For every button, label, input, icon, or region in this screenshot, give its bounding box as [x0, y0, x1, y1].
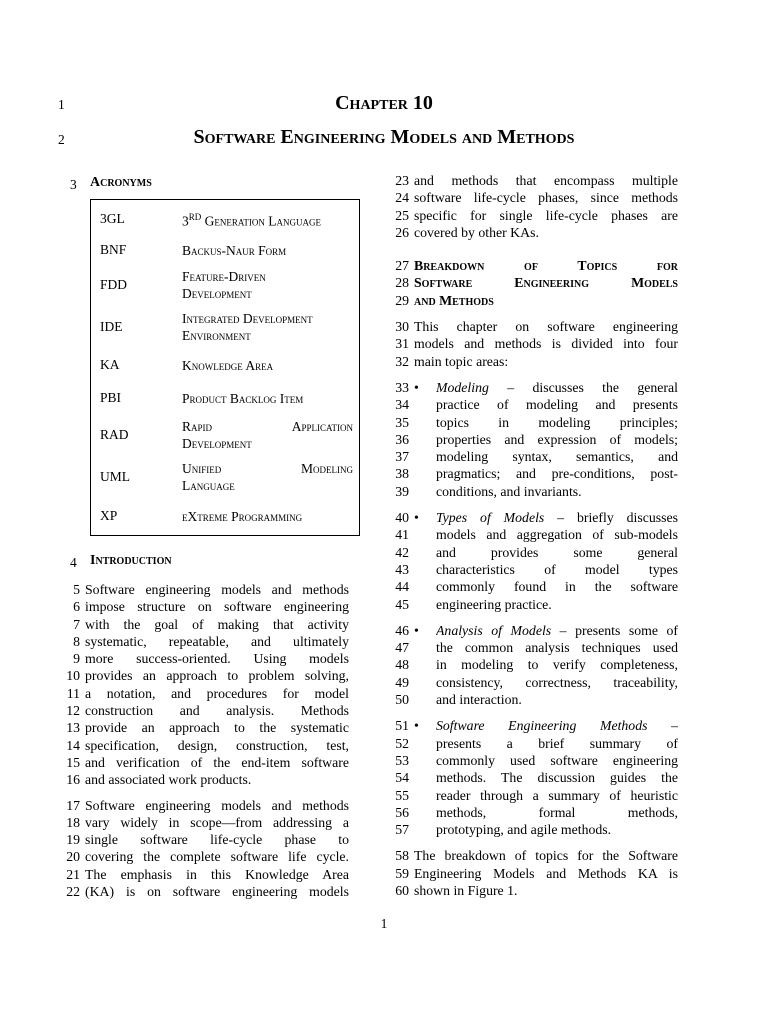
bullet-icon: • [414, 379, 419, 395]
line-text: consistency, correctness, traceability, [436, 674, 678, 690]
acronym-full: Feature-Driven Development [182, 269, 266, 301]
bullet-software-engineering-methods [384, 717, 678, 838]
bullet-types-of-models [384, 509, 678, 613]
text-line [384, 821, 678, 838]
bullet-analysis-of-models [384, 622, 678, 708]
line-text: (KA) is on software engineering models [85, 884, 349, 900]
text-line [55, 754, 349, 771]
acronym-row [91, 308, 361, 346]
line-text: specification, design, construction, test, [85, 737, 349, 753]
line-number: 20 [66, 849, 80, 865]
page-number: 1 [380, 916, 388, 931]
text-line [384, 717, 678, 734]
acronym-abbr: PBI [100, 390, 122, 405]
line-text: and interaction. [436, 692, 522, 708]
line-number: 40 [395, 510, 409, 526]
line-text: properties and expression of models; [436, 431, 678, 447]
text-line [384, 622, 678, 639]
line-number: 22 [66, 884, 80, 900]
acronyms-table [90, 199, 360, 536]
text-line [384, 292, 678, 309]
line-number: 23 [395, 173, 409, 188]
bullet-indent [414, 414, 436, 431]
text-line [55, 831, 349, 848]
text-line [384, 639, 678, 656]
line-text: the common analysis techniques used [436, 640, 678, 656]
acronym-abbr: BNF [100, 242, 127, 257]
line-number: 19 [66, 832, 80, 848]
line-text: This chapter on software engineering [414, 319, 678, 335]
acronym-row [91, 205, 361, 233]
text-line [384, 353, 678, 370]
bullet-indent [414, 483, 436, 500]
line-number: 32 [395, 353, 409, 369]
line-text: construction and analysis. Methods [85, 703, 349, 719]
line-text: pragmatics; and pre-conditions, post- [436, 466, 678, 482]
line-text: The emphasis in this Knowledge Area [85, 866, 349, 882]
line-number: 56 [395, 804, 409, 820]
line-number: 52 [395, 735, 409, 751]
line-number: 60 [395, 882, 409, 898]
line-text: The breakdown of topics for the Software [414, 848, 678, 864]
text-line [384, 431, 678, 448]
acronym-full: Rapid Application Development [182, 419, 353, 451]
text-line [384, 787, 678, 804]
line-text: software life-cycle phases, since methods [414, 190, 678, 206]
closing-paragraph [384, 847, 678, 899]
text-line [384, 379, 678, 396]
line-number: 58 [395, 848, 409, 864]
text-line [384, 274, 678, 291]
text-line [55, 650, 349, 667]
line-number: 30 [395, 319, 409, 335]
acronym-abbr: KA [100, 357, 120, 372]
line-text: topics in modeling principles; [436, 414, 678, 430]
text-line [55, 598, 349, 615]
line-text: main topic areas: [414, 353, 509, 369]
bullet-indent [414, 821, 436, 838]
bullet-indent [414, 561, 436, 578]
text-line [384, 448, 678, 465]
chapter-title: Chapter 10 [335, 92, 433, 114]
chapter-subtitle: Software Engineering Models and Methods [193, 126, 575, 148]
acronym-abbr: UML [100, 469, 130, 484]
text-line [384, 257, 678, 274]
text-line [384, 656, 678, 673]
line-text: Software Engineering Models [414, 275, 678, 291]
text-line [384, 578, 678, 595]
text-line [384, 882, 678, 899]
text-line [55, 702, 349, 719]
line-text: a notation, and procedures for model [85, 685, 349, 701]
line-number: 16 [66, 772, 80, 788]
line-number: 7 [73, 616, 80, 632]
intro-paragraphs [55, 581, 349, 900]
line-text: presents a brief summary of [436, 735, 678, 751]
text-line [55, 797, 349, 814]
line-text: provide an approach to the systematic [85, 720, 349, 736]
line-text: commonly used software engineering [436, 752, 678, 768]
line-number: 43 [395, 561, 409, 577]
text-line [384, 189, 678, 206]
line-text: more success-oriented. Using models [85, 651, 349, 667]
line-text: conditions, and invariants. [436, 483, 582, 499]
acronym-abbr: IDE [100, 319, 123, 334]
bullet-icon: • [414, 622, 419, 638]
line-number: 1 [58, 97, 65, 112]
bullet-indent [414, 396, 436, 413]
line-text: practice of modeling and presents [436, 397, 678, 413]
text-line [55, 581, 349, 598]
text-line [384, 674, 678, 691]
acronym-full: Unified Modeling Language [182, 461, 353, 493]
line-text: Engineering Models and Methods KA is [414, 865, 678, 881]
text-line [55, 685, 349, 702]
text-line [384, 735, 678, 752]
text-line [384, 509, 678, 526]
line-number: 13 [66, 720, 80, 736]
intro-paragraph-1 [55, 581, 349, 789]
line-number: 35 [395, 414, 409, 430]
line-text: covering the complete software life cycle. [85, 849, 349, 865]
text-line [384, 544, 678, 561]
line-text: with the goal of making that activity [85, 616, 349, 632]
line-number: 53 [395, 752, 409, 768]
line-number: 17 [66, 797, 80, 813]
acronym-full: eXtreme Programming [182, 508, 303, 524]
line-text: and methods that encompass multiple [414, 173, 678, 188]
line-text: impose structure on software engineering [85, 599, 349, 615]
text-line [384, 865, 678, 882]
line-number: 10 [66, 668, 80, 684]
line-number: 34 [395, 397, 409, 413]
bullet-modeling [384, 379, 678, 500]
line-number: 12 [66, 703, 80, 719]
text-line [384, 318, 678, 335]
acronym-row [91, 416, 361, 454]
line-number: 48 [395, 657, 409, 673]
line-text: vary widely in scope—from addressing a [85, 814, 349, 830]
acronym-full: Knowledge Area [182, 357, 274, 373]
line-number: 11 [66, 685, 80, 701]
bullet-indent [414, 674, 436, 691]
acronym-row [91, 266, 361, 304]
line-text: modeling syntax, semantics, and [436, 449, 678, 465]
bullet-term: Analysis of Models [436, 622, 552, 638]
line-number: 33 [395, 379, 409, 395]
line-number: 50 [395, 692, 409, 708]
text-line [55, 814, 349, 831]
text-line [384, 752, 678, 769]
line-number: 21 [66, 866, 80, 882]
line-text: covered by other KAs. [414, 224, 539, 240]
line-text: Software engineering models and methods [85, 797, 349, 813]
bullet-indent [414, 578, 436, 595]
acronym-row [91, 384, 361, 412]
line-number: 5 [73, 582, 80, 597]
bullet-indent [414, 735, 436, 752]
bullet-icon: • [414, 718, 419, 734]
text-line [384, 561, 678, 578]
text-line [55, 883, 349, 900]
acronym-row [91, 351, 361, 379]
bullet-indent [414, 448, 436, 465]
text-line [384, 224, 678, 241]
line-number: 47 [395, 640, 409, 656]
line-number: 42 [395, 544, 409, 560]
line-number: 46 [395, 622, 409, 638]
line-text: specific for single life-cycle phases are [414, 207, 678, 223]
line-number: 28 [395, 275, 409, 291]
line-text: models and methods is divided into four [414, 336, 678, 352]
acronym-abbr: XP [100, 508, 118, 523]
line-number: 55 [395, 787, 409, 803]
line-text: and associated work products. [85, 772, 252, 788]
bullet-indent [414, 769, 436, 786]
line-number: 38 [395, 466, 409, 482]
line-text: and verification of the end-item software [85, 754, 349, 770]
text-line [55, 771, 349, 788]
bullet-term: Software Engineering Methods [436, 718, 648, 734]
line-text: methods. The discussion guides the [436, 770, 678, 786]
text-line [55, 616, 349, 633]
bullet-indent [414, 526, 436, 543]
acronym-row [91, 458, 361, 496]
line-number: 54 [395, 770, 409, 786]
line-number: 9 [73, 651, 80, 667]
text-line [384, 769, 678, 786]
line-number: 31 [395, 336, 409, 352]
line-text: and Methods [414, 292, 494, 308]
acronym-abbr: 3GL [100, 211, 125, 226]
line-number: 37 [395, 449, 409, 465]
line-number: 18 [66, 814, 80, 830]
line-text: Software engineering models and methods [85, 582, 349, 597]
line-text: engineering practice. [436, 596, 552, 612]
bullet-indent [414, 656, 436, 673]
text-line [384, 207, 678, 224]
acronym-row [91, 236, 361, 264]
line-number: 39 [395, 483, 409, 499]
bullet-indent [414, 431, 436, 448]
line-number: 44 [395, 579, 409, 595]
text-line [384, 465, 678, 482]
introduction-heading: Introduction [90, 553, 172, 568]
line-number: 51 [395, 718, 409, 734]
acronym-full: Backus-Naur Form [182, 242, 287, 258]
text-line [55, 667, 349, 684]
line-text: commonly found in the software [436, 579, 678, 595]
text-line [55, 719, 349, 736]
right-column [384, 172, 678, 899]
bullet-indent [414, 465, 436, 482]
line-number: 26 [395, 224, 409, 240]
text-line [384, 847, 678, 864]
bullet-indent [414, 596, 436, 613]
line-text: Types of Models – briefly discusses [436, 510, 678, 526]
bullet-indent [414, 639, 436, 656]
line-number: 15 [66, 754, 80, 770]
text-line [384, 483, 678, 500]
line-number: 49 [395, 674, 409, 690]
bullet-indent [414, 544, 436, 561]
line-text: reader through a summary of heuristic [436, 787, 678, 803]
text-line [384, 414, 678, 431]
breakdown-intro [384, 318, 678, 370]
line-text: Breakdown of Topics for [414, 258, 678, 274]
text-line [384, 526, 678, 543]
text-line [384, 396, 678, 413]
acronym-abbr: RAD [100, 427, 129, 442]
line-text: characteristics of model types [436, 561, 678, 577]
text-line [384, 596, 678, 613]
line-number: 3 [70, 177, 77, 192]
line-number: 8 [73, 633, 80, 649]
bullet-icon: • [414, 510, 419, 526]
line-text: in modeling to verify completeness, [436, 657, 678, 673]
line-number: 25 [395, 207, 409, 223]
line-text: single software life-cycle phase to [85, 832, 349, 848]
line-text: and provides some general [436, 544, 678, 560]
text-line [55, 737, 349, 754]
line-number: 24 [395, 190, 409, 206]
acronyms-heading: Acronyms [90, 175, 152, 190]
line-number: 27 [395, 258, 409, 274]
line-text: methods, formal methods, [436, 804, 678, 820]
line-text: Analysis of Models – presents some of [436, 622, 678, 638]
bullet-indent [414, 691, 436, 708]
line-text: shown in Figure 1. [414, 882, 518, 898]
acronym-abbr: FDD [100, 277, 128, 292]
breakdown-heading [384, 257, 678, 309]
line-text: models and aggregation of sub-models [436, 527, 678, 543]
line-number: 57 [395, 822, 409, 838]
acronym-full: 3RD Generation Language [182, 211, 321, 229]
line-text: systematic, repeatable, and ultimately [85, 633, 349, 649]
acronym-full: Integrated Development Environment [182, 311, 313, 343]
bullet-term: Types of Models [436, 510, 545, 526]
line-number: 36 [395, 431, 409, 447]
line-number: 59 [395, 865, 409, 881]
intro-paragraph-2 [55, 797, 349, 901]
bullet-indent [414, 752, 436, 769]
line-text: prototyping, and agile methods. [436, 822, 612, 838]
line-number: 6 [73, 599, 80, 615]
bullet-term: Modeling [436, 379, 489, 395]
acronym-row [91, 502, 361, 530]
text-line [384, 691, 678, 708]
text-line [55, 866, 349, 883]
line-text: provides an approach to problem solving, [85, 668, 349, 684]
line-number: 45 [395, 596, 409, 612]
text-line [384, 804, 678, 821]
text-line [55, 633, 349, 650]
bullet-indent [414, 787, 436, 804]
text-line [384, 172, 678, 189]
text-line [55, 848, 349, 865]
continued-paragraph [384, 172, 678, 241]
acronym-full: Product Backlog Item [182, 390, 304, 406]
line-text: Modeling – discusses the general [436, 379, 678, 395]
line-number: 2 [58, 132, 65, 147]
line-number: 29 [395, 292, 409, 308]
line-number: 41 [395, 527, 409, 543]
text-line [384, 335, 678, 352]
bullet-indent [414, 804, 436, 821]
line-number: 4 [70, 555, 77, 570]
line-text: Software Engineering Methods – [436, 718, 678, 734]
line-number: 14 [66, 737, 80, 753]
